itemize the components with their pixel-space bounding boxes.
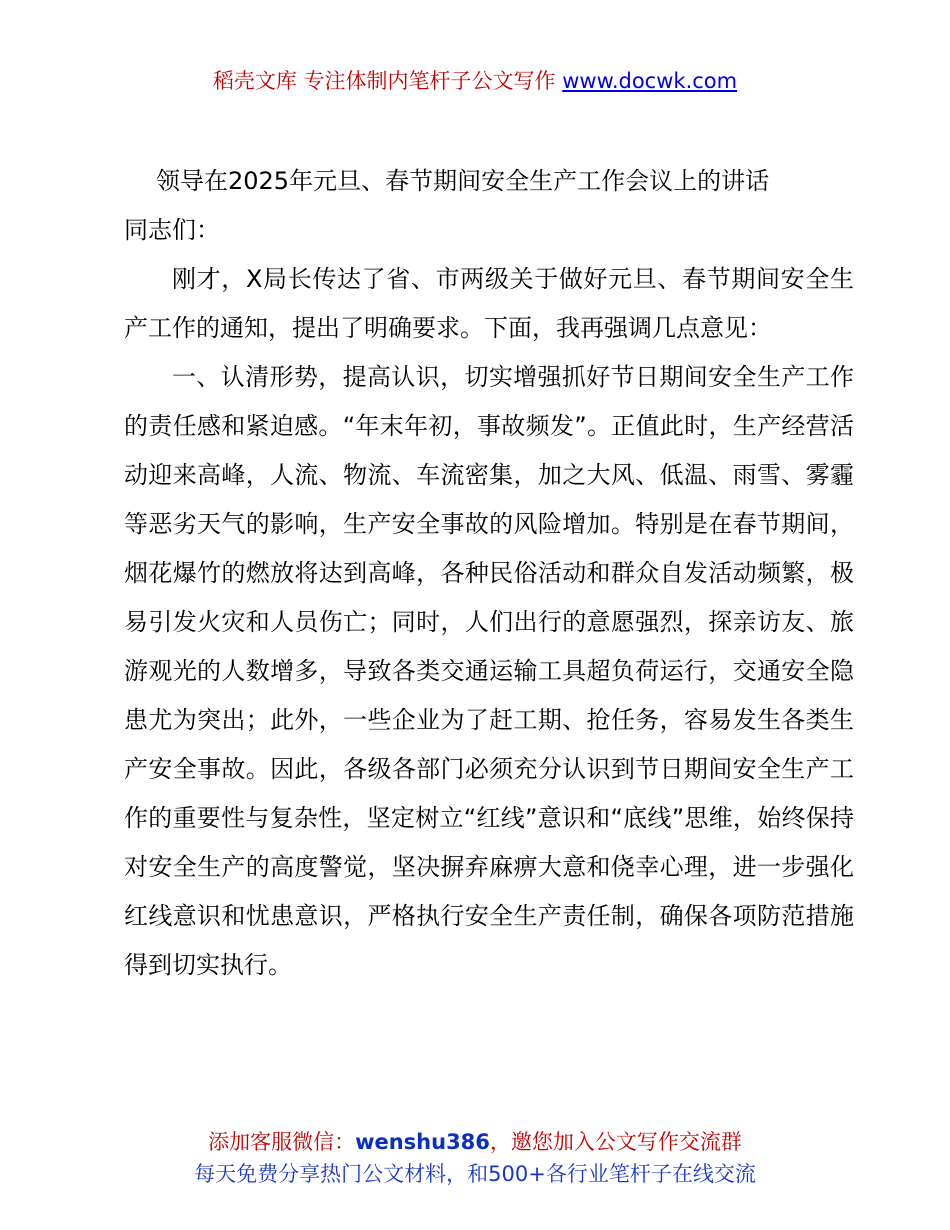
document-body [124,157,854,990]
header-website-link[interactable]: www.docwk.com [562,69,738,93]
footer-contact-line [0,1126,950,1158]
paragraph-intro: 刚才，X局长传达了省、市两级关于做好元旦、春节期间安全生产工作的通知，提出了明确要求。下面，我再强调几点意见： [124,265,854,342]
footer-wechat-id: wenshu386 [355,1130,490,1154]
document-title: 领导在2025年元旦、春节期间安全生产工作会议上的讲话 [156,167,770,195]
page-header [0,66,950,96]
salutation: 同志们： [124,216,220,244]
footer-contact-prefix: 添加客服微信： [208,1130,356,1154]
footer-promo-line: 每天免费分享热门公文材料，和500+各行业笔杆子在线交流 [194,1162,756,1186]
paragraph-section-one: 一、认清形势，提高认识，切实增强抓好节日期间安全生产工作的责任感和紧迫感。“年末年初，事故频发”。正值此时，生产经营活动迎来高峰，人流、物流、车流密集，加之大风、低温、雨雪、雾霾等恶劣天气的影响，生产安全事故的风险增加。特别是在春节期间，烟花爆竹的燃放将达到高峰，各种民俗活动和群众自发活动频繁，极易引发火灾和人员伤亡；同时，人们出行的意愿强烈，探亲访友、旅游观光的人数增多，导致各类交通运输工具超负荷运行，交通安全隐患尤为突出；此外，一些企业为了赶工期、抢任务，容易发生各类生产安全事故。因此，各级各部门必须充分认识到节日期间安全生产工作的重要性与复杂性，坚定树立“红线”意识和“底线”思维，始终保持对安全生产的高度警觉，坚决摒弃麻痹大意和侥幸心理，进一步强化红线意识和忧患意识，严格执行安全生产责任制，确保各项防范措施得到切实执行。 [124,363,854,979]
footer-contact-suffix: ，邀您加入公文写作交流群 [489,1130,742,1154]
header-brand-text: 稻壳文库 专注体制内笔杆子公文写作 [212,69,563,93]
page-footer [0,1126,950,1190]
